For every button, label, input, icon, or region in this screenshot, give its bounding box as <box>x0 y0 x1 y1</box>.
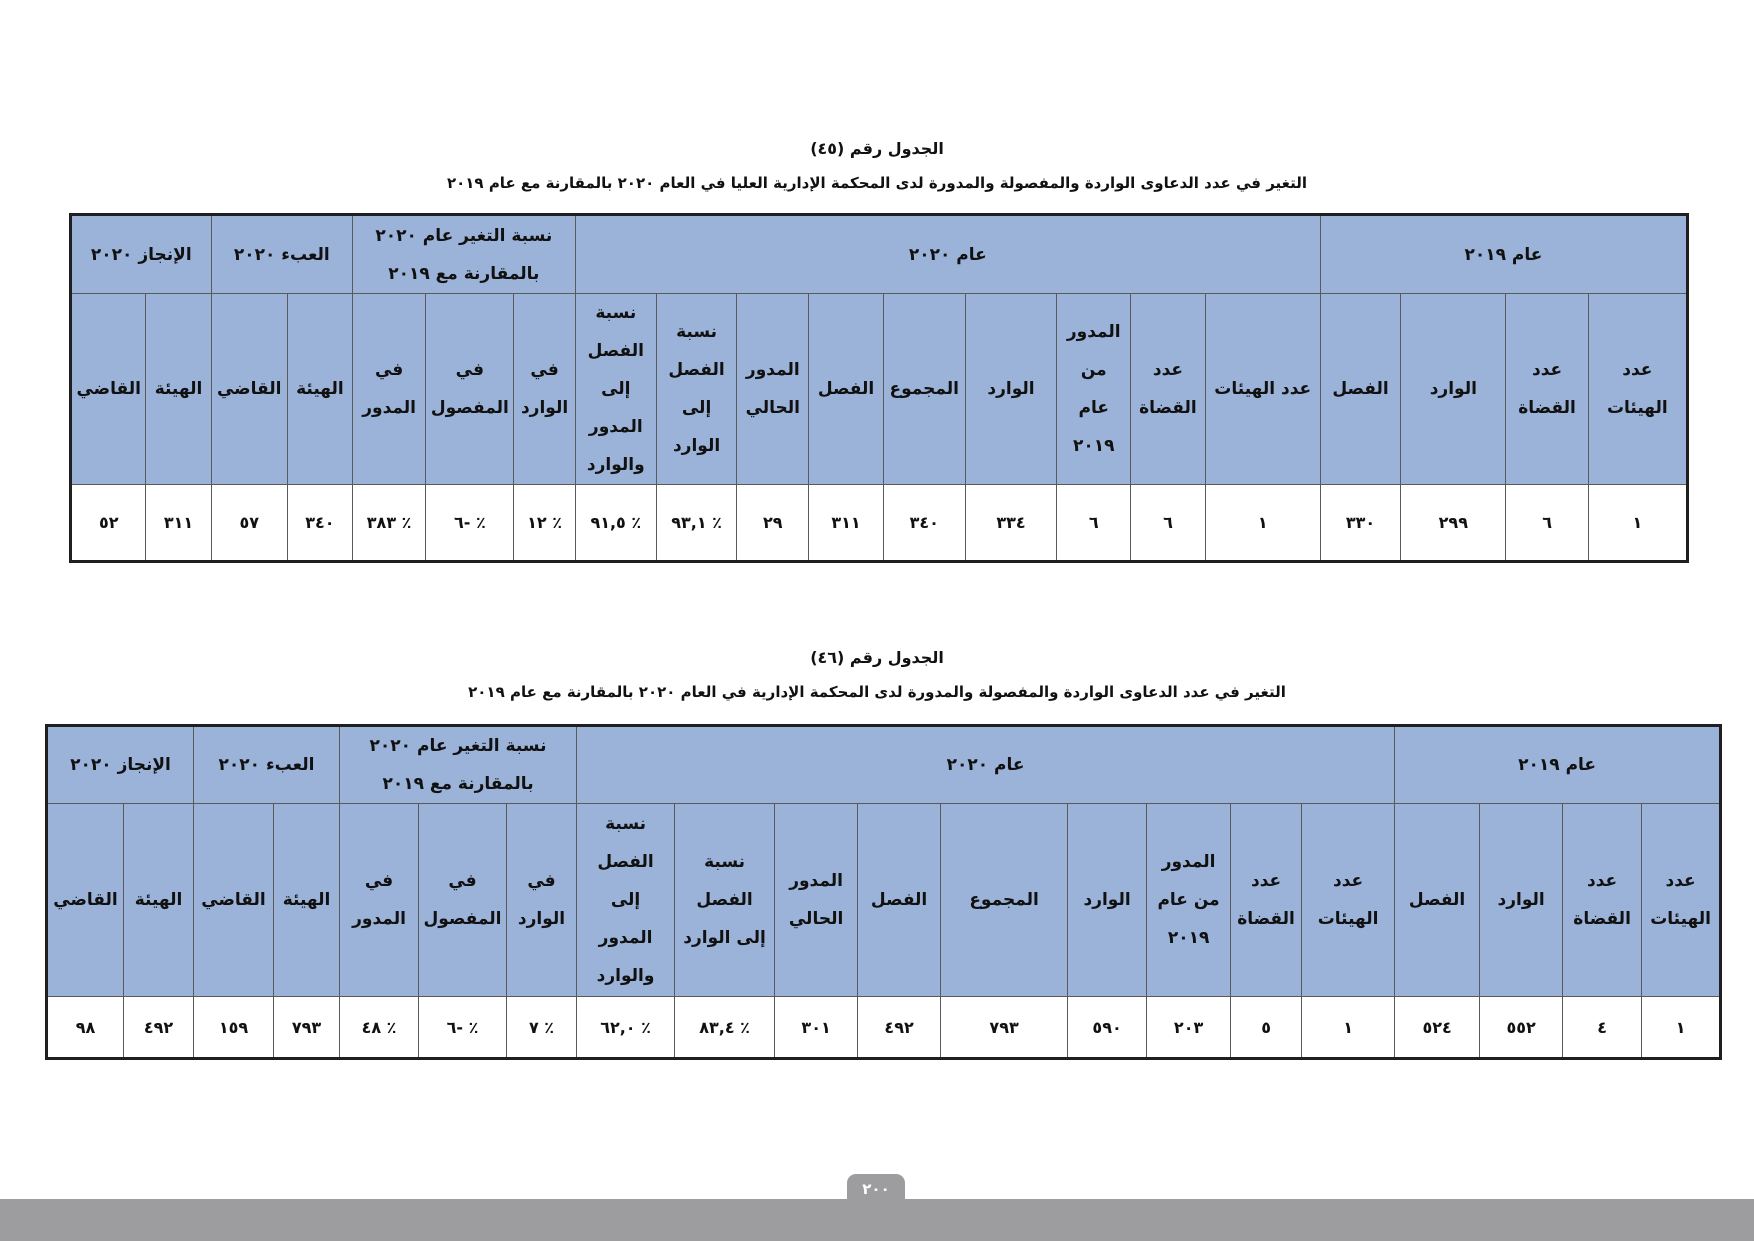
col-header: الفصل <box>1395 804 1480 997</box>
col-header: عدد القضاة <box>1231 804 1302 997</box>
table-cell: ٪ ٩٣,١ <box>656 485 736 562</box>
col-header: في الوارد <box>507 804 577 997</box>
table-cell: ٪ ٧ <box>507 997 577 1059</box>
group-header-row <box>47 726 1721 804</box>
table-cell: ٢٩٩ <box>1401 485 1506 562</box>
table-cell: ٧٩٣ <box>941 997 1068 1059</box>
table-cell: ٪ ٩١,٥ <box>575 485 656 562</box>
col-header: في المفصول <box>419 804 507 997</box>
table-cell: ٥ <box>1231 997 1302 1059</box>
group-change-ratio: نسبة التغير عام ٢٠٢٠ بالمقارنة مع ٢٠١٩ <box>340 726 577 804</box>
table-title-45: التغير في عدد الدعاوى الواردة والمفصولة والمدورة لدى المحكمة الإدارية العليا في العام ٢٠٢٠ بالمقارنة مع عام ٢٠١٩ <box>446 174 1308 192</box>
table-cell: ٣٣٠ <box>1320 485 1400 562</box>
page-number: ٢٠٠ <box>847 1174 905 1204</box>
column-header-row <box>47 804 1721 997</box>
col-header: عدد الهيئات <box>1302 804 1395 997</box>
group-2020: عام ٢٠٢٠ <box>575 215 1320 294</box>
col-header: نسبة الفصل إلى المدور والوارد <box>577 804 675 997</box>
column-header-row <box>71 294 1688 485</box>
col-header: في المدور <box>353 294 426 485</box>
page-footer-bar <box>0 1199 1754 1241</box>
table-cell: ٪ ٤٨ <box>340 997 419 1059</box>
table-cell: ٤ <box>1563 997 1642 1059</box>
col-header: نسبة الفصل إلى المدور والوارد <box>575 294 656 485</box>
col-header: الوارد <box>1480 804 1563 997</box>
table-cell: ٣٤٠ <box>287 485 352 562</box>
table-cell: ٥٢ <box>71 485 146 562</box>
col-header: عدد القضاة <box>1506 294 1588 485</box>
group-2019: عام ٢٠١٩ <box>1320 215 1687 294</box>
table-cell: ١ <box>1302 997 1395 1059</box>
table-cell: ٥٧ <box>211 485 287 562</box>
table-cell: ٪ ١٢ <box>514 485 575 562</box>
col-header: عدد الهيئات <box>1588 294 1687 485</box>
col-header: الفصل <box>809 294 883 485</box>
col-header: عدد القضاة <box>1131 294 1205 485</box>
col-header: القاضي <box>194 804 274 997</box>
group-2019: عام ٢٠١٩ <box>1395 726 1721 804</box>
col-header: عدد الهيئات <box>1642 804 1721 997</box>
col-header: الوارد <box>1401 294 1506 485</box>
col-header: في المدور <box>340 804 419 997</box>
col-header: عدد الهيئات <box>1205 294 1320 485</box>
table-cell: ١ <box>1588 485 1687 562</box>
table-title-46: التغير في عدد الدعاوى الواردة والمفصولة والمدورة لدى المحكمة الإدارية في العام ٢٠٢٠ بالمقارنة مع عام ٢٠١٩ <box>468 683 1286 701</box>
table-cell: ١٥٩ <box>194 997 274 1059</box>
col-header: القاضي <box>211 294 287 485</box>
group-load: العبء ٢٠٢٠ <box>194 726 340 804</box>
table-cell: ١ <box>1205 485 1320 562</box>
table-number-45: الجدول رقم (٤٥) <box>810 139 944 158</box>
table-cell: ٢٠٣ <box>1147 997 1231 1059</box>
col-header: المجموع <box>883 294 965 485</box>
col-header: عدد القضاة <box>1563 804 1642 997</box>
table-cell: ٣٠١ <box>775 997 858 1059</box>
table-cell: ٤٩٢ <box>858 997 941 1059</box>
col-header: المدور الحالي <box>737 294 809 485</box>
group-change-ratio: نسبة التغير عام ٢٠٢٠ بالمقارنة مع ٢٠١٩ <box>353 215 576 294</box>
col-header: الهيئة <box>146 294 211 485</box>
col-header: المجموع <box>941 804 1068 997</box>
group-header-row <box>71 215 1688 294</box>
col-header: الوارد <box>965 294 1056 485</box>
table-cell: ٣١١ <box>146 485 211 562</box>
table-cell: ٩٨ <box>47 997 124 1059</box>
table-cell: ٪ ٣٨٣ <box>353 485 426 562</box>
table-cell: ٪ ٨٣,٤ <box>675 997 775 1059</box>
table-cell: ٦ <box>1131 485 1205 562</box>
table-cell: ٪ -٦ <box>426 485 514 562</box>
col-header: الهيئة <box>124 804 194 997</box>
table-cell: ٤٩٢ <box>124 997 194 1059</box>
table-cell: ٥٩٠ <box>1068 997 1147 1059</box>
table-cell: ٣٣٤ <box>965 485 1056 562</box>
table-cell: ٦ <box>1506 485 1588 562</box>
col-header: الوارد <box>1068 804 1147 997</box>
table-cell: ٦ <box>1057 485 1131 562</box>
group-load: العبء ٢٠٢٠ <box>211 215 352 294</box>
col-header: القاضي <box>71 294 146 485</box>
col-header: الفصل <box>1320 294 1400 485</box>
col-header: نسبة الفصل إلى الوارد <box>656 294 736 485</box>
col-header: نسبة الفصل إلى الوارد <box>675 804 775 997</box>
group-2020: عام ٢٠٢٠ <box>577 726 1395 804</box>
data-table-45 <box>69 213 1689 563</box>
table-cell: ٪ -٦ <box>419 997 507 1059</box>
data-table-46 <box>45 724 1722 1060</box>
col-header: في المفصول <box>426 294 514 485</box>
group-achievement: الإنجاز ٢٠٢٠ <box>47 726 194 804</box>
group-achievement: الإنجاز ٢٠٢٠ <box>71 215 212 294</box>
table-cell: ٥٥٢ <box>1480 997 1563 1059</box>
col-header: الهيئة <box>287 294 352 485</box>
col-header: المدور من عام ٢٠١٩ <box>1057 294 1131 485</box>
table-number-46: الجدول رقم (٤٦) <box>810 648 944 667</box>
table-cell: ٥٢٤ <box>1395 997 1480 1059</box>
col-header: الهيئة <box>274 804 340 997</box>
table-row <box>71 485 1688 562</box>
table-cell: ٢٩ <box>737 485 809 562</box>
col-header: المدور الحالي <box>775 804 858 997</box>
table-row <box>47 997 1721 1059</box>
table-cell: ١ <box>1642 997 1721 1059</box>
col-header: الفصل <box>858 804 941 997</box>
col-header: المدور من عام ٢٠١٩ <box>1147 804 1231 997</box>
table-cell: ٧٩٣ <box>274 997 340 1059</box>
col-header: القاضي <box>47 804 124 997</box>
table-cell: ٣٤٠ <box>883 485 965 562</box>
table-cell: ٪ ٦٢,٠ <box>577 997 675 1059</box>
table-cell: ٣١١ <box>809 485 883 562</box>
col-header: في الوارد <box>514 294 575 485</box>
